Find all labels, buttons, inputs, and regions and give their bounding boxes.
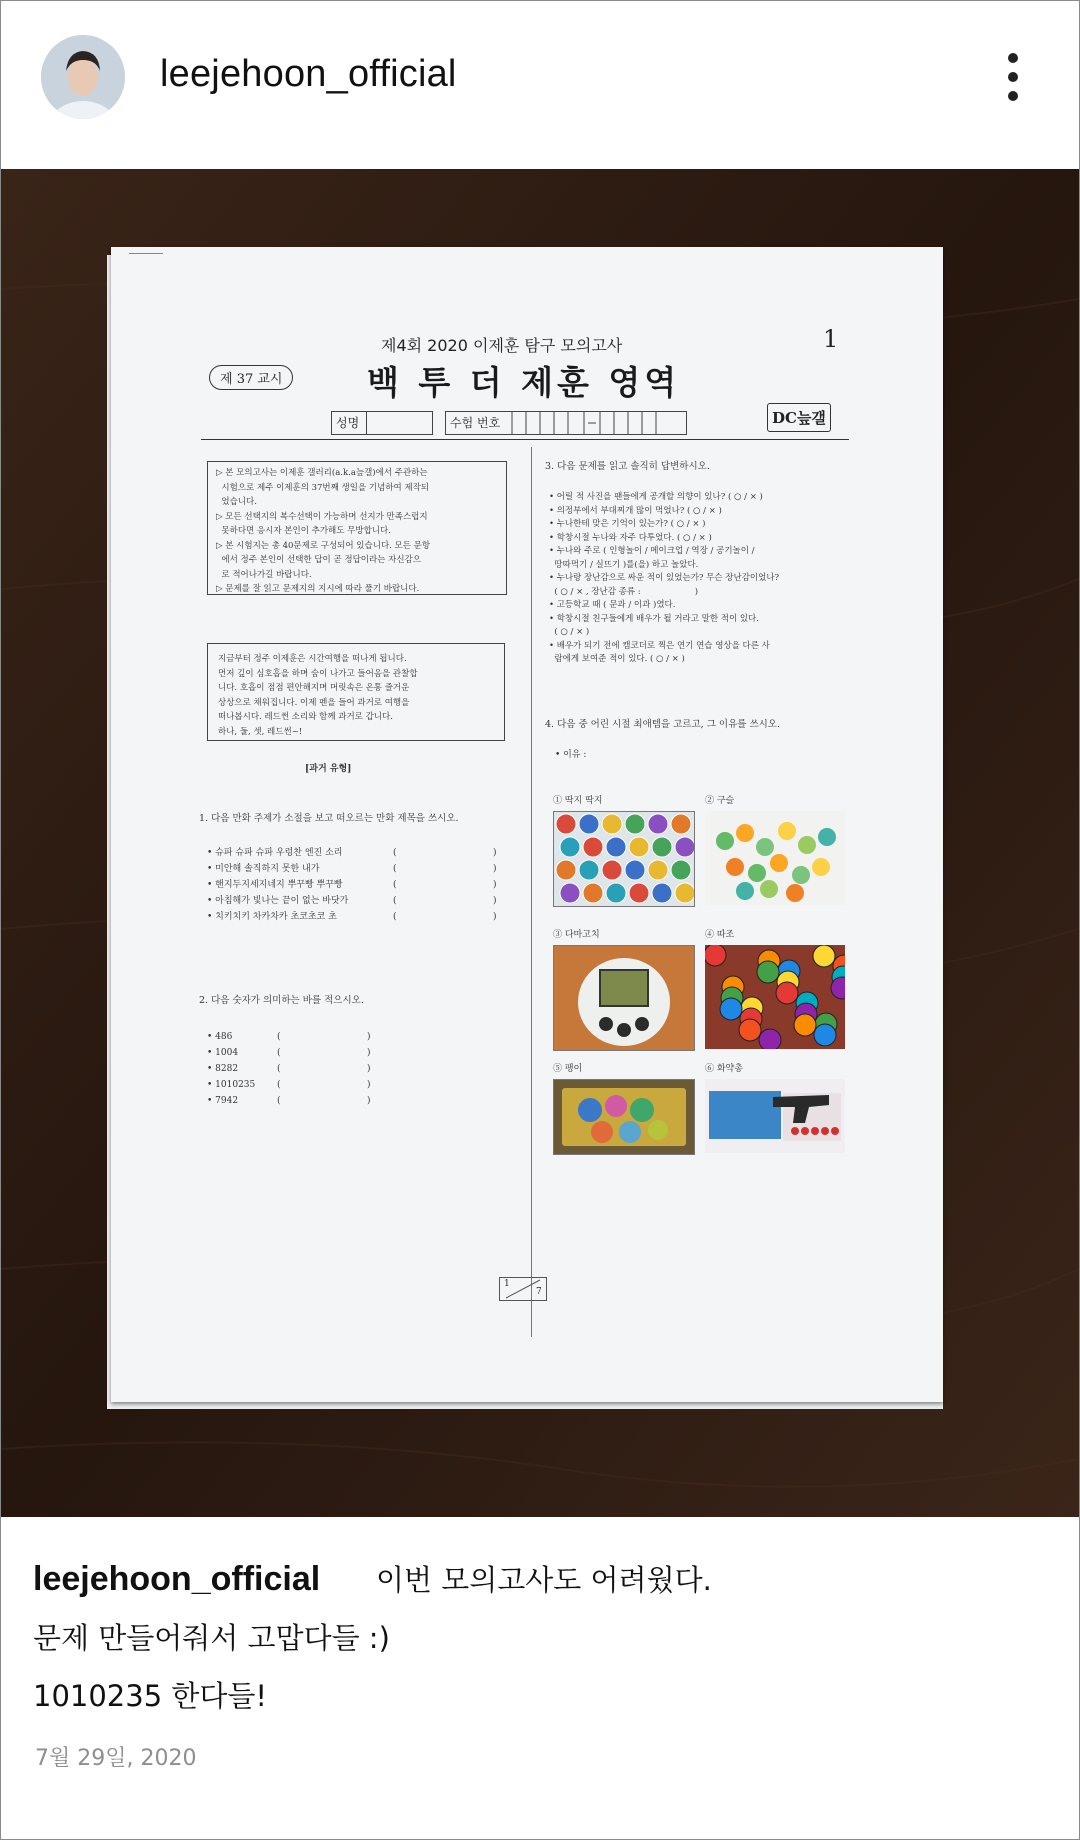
marble bbox=[786, 884, 804, 902]
option-2-label: ② 구슬 bbox=[705, 796, 735, 806]
marbles-image bbox=[705, 811, 845, 905]
marble bbox=[760, 880, 778, 898]
marble bbox=[792, 866, 810, 884]
marble bbox=[748, 864, 766, 882]
question-1-item-text: • 아침해가 빛나는 끝이 없는 바닷가 bbox=[207, 896, 349, 906]
question-1-items bbox=[207, 845, 507, 925]
question-1-item bbox=[207, 845, 507, 861]
ddakji-disc bbox=[675, 883, 694, 903]
question-2-item bbox=[207, 1077, 407, 1093]
caption-line-3: 1010235 한다들! bbox=[33, 1679, 268, 1713]
answer-paren-open: ( bbox=[393, 848, 397, 858]
post-photo[interactable] bbox=[1, 169, 1079, 1517]
question-4: 4. 다음 중 어린 시절 최애템을 고르고, 그 이유를 쓰시오. bbox=[545, 719, 780, 730]
tazo-disc bbox=[720, 998, 742, 1020]
answer-paren-open: ( bbox=[277, 1048, 281, 1058]
intro-box bbox=[207, 643, 505, 741]
ddakji-disc bbox=[625, 814, 645, 834]
exam-page-number: 1 bbox=[823, 325, 839, 353]
question-3-item: • 의정부에서 부대찌개 많이 먹었나? ( ○ / × ) bbox=[549, 505, 722, 516]
question-1-item-text: • 핸지두지세지네지 뿌꾸빵 뿌꾸빵 bbox=[207, 880, 343, 890]
question-2: 2. 다음 숫자가 의미하는 바를 적으시오. bbox=[199, 995, 364, 1006]
notice-line: 시험으로 제주 이제훈의 37번째 생일을 기념하여 제작되 bbox=[216, 482, 430, 493]
question-3-item: • 누나한테 맞은 기억이 있는가? ( ○ / × ) bbox=[549, 519, 706, 529]
answer-paren-open: ( bbox=[277, 1064, 281, 1074]
marble bbox=[770, 854, 788, 872]
intro-line: 먼저 깊이 심호흡을 하며 숨이 나가고 들어옴을 관찰합 bbox=[218, 668, 418, 679]
question-1-item-text: • 미안해 솔직하지 못한 내가 bbox=[207, 864, 320, 874]
tazo-disc bbox=[757, 961, 779, 983]
answer-paren-open: ( bbox=[277, 1096, 281, 1106]
ddakji-disc bbox=[583, 883, 603, 903]
ddakji-disc bbox=[652, 837, 672, 857]
tazo-image bbox=[705, 945, 845, 1049]
answer-paren-close: ) bbox=[493, 848, 497, 858]
ddakji-image bbox=[553, 811, 695, 907]
answer-paren-close: ) bbox=[493, 864, 497, 874]
tazo-disc bbox=[814, 1024, 836, 1046]
answer-paren-open: ( bbox=[393, 880, 397, 890]
answer-paren-open: ( bbox=[277, 1032, 281, 1042]
question-1-item bbox=[207, 861, 507, 877]
answer-paren-close: ) bbox=[493, 896, 497, 906]
cap-gun-art bbox=[705, 1079, 845, 1153]
question-2-item-text: • 1010235 bbox=[207, 1080, 256, 1090]
ddakji-disc bbox=[675, 837, 694, 857]
question-2-item bbox=[207, 1029, 407, 1045]
notice-line: ▷ 본 모의고사는 이제훈 갤러리(a.k.a늪갤)에서 주관하는 bbox=[216, 468, 428, 478]
tazo-disc bbox=[759, 1029, 781, 1049]
tazo-art bbox=[705, 945, 845, 1049]
ddakji-disc bbox=[579, 814, 599, 834]
question-3-item: 람에게 보여준 적이 있다. ( ○ / × ) bbox=[549, 654, 685, 664]
intro-line: 하나, 둘, 셋, 레드썬~! bbox=[218, 726, 303, 737]
avatar-photo bbox=[41, 35, 125, 119]
ddakji-disc bbox=[606, 883, 626, 903]
notice-line: 로 적어나가길 바랍니다. bbox=[216, 569, 312, 580]
intro-line: 니다. 호흡이 점점 편안해지며 머릿속은 온통 즐거운 bbox=[218, 683, 410, 693]
question-2-item-text: • 8282 bbox=[207, 1064, 239, 1074]
answer-paren-close: ) bbox=[367, 1064, 371, 1074]
question-3-item: ( ○ / × ) bbox=[549, 627, 590, 637]
marble bbox=[736, 824, 754, 842]
question-3-item: • 누나랑 장난감으로 싸운 적이 있었는가? 무슨 장난감이었나? bbox=[549, 573, 780, 583]
ddakji-disc bbox=[583, 837, 603, 857]
answer-paren-close: ) bbox=[367, 1032, 371, 1042]
question-3-item: • 배우가 되기 전에 캠코더로 찍은 연기 연습 영상을 다른 사 bbox=[549, 640, 770, 651]
header-rule bbox=[201, 439, 849, 440]
spinning-top-image bbox=[553, 1079, 695, 1155]
name-field bbox=[331, 411, 433, 435]
marble bbox=[736, 882, 754, 900]
caption-line-1: 이번 모의고사도 어려웠다. bbox=[376, 1563, 712, 1597]
notice-line: ▷ 모든 선택지의 복수선택이 가능하며 선지가 만족스럽지 bbox=[216, 511, 428, 522]
marbles-art bbox=[705, 811, 845, 905]
ddakji-disc bbox=[648, 814, 668, 834]
notice-line: ▷ 본 시험지는 총 40문제로 구성되어 있습니다. 모든 문항 bbox=[216, 540, 431, 551]
option-4-label: ④ 따조 bbox=[705, 930, 735, 940]
avatar[interactable] bbox=[41, 35, 125, 119]
exam-main-title: 백 투 더 제훈 영역 bbox=[367, 363, 681, 402]
exam-number-grid bbox=[446, 412, 686, 434]
question-3-item: • 누나와 주로 ( 인형놀이 / 메이크업 / 역장 / 공기놀이 / bbox=[549, 546, 755, 556]
footer-total: 7 bbox=[536, 1287, 542, 1297]
notice-line: ▷ 문제를 잘 읽고 문제지의 지시에 따라 풀기 바랍니다. bbox=[216, 584, 420, 594]
question-1-item bbox=[207, 877, 507, 893]
question-1-item-text: • 슈파 슈파 슈파 우렁찬 엔진 소리 bbox=[207, 848, 343, 858]
question-3-item: • 학창시절 친구들에게 배우가 될 거라고 말한 적이 있다. bbox=[549, 613, 759, 624]
more-options-icon[interactable] bbox=[1001, 51, 1025, 103]
tazo-disc bbox=[739, 1019, 761, 1041]
question-2-item-text: • 1004 bbox=[207, 1048, 239, 1058]
option-6-label: ⑥ 화약총 bbox=[705, 1064, 743, 1074]
cap-gun-image bbox=[705, 1079, 845, 1153]
dc-badge: DC늪갤 bbox=[767, 403, 831, 432]
tazo-disc bbox=[794, 1014, 816, 1036]
ddakji-disc bbox=[556, 860, 576, 880]
question-1: 1. 다음 만화 주제가 소절을 보고 떠오르는 만화 제목을 쓰시오. bbox=[199, 813, 459, 824]
answer-paren-close: ) bbox=[367, 1048, 371, 1058]
question-3-item: • 고등학교 때 ( 문과 / 이과 )였다. bbox=[549, 600, 676, 610]
exam-top-title: 제4회 2020 이제훈 탐구 모의고사 bbox=[381, 336, 623, 355]
notice-box bbox=[207, 461, 507, 595]
question-3-item: • 학창시절 누나와 자주 다투었다. ( ○ / × ) bbox=[549, 532, 712, 543]
post-date: 7월 29일, 2020 bbox=[35, 1746, 197, 1771]
option-1-label: ① 딱지 딱지 bbox=[553, 796, 603, 806]
question-3: 3. 다음 문제를 읽고 솔직히 답변하시오. bbox=[545, 461, 710, 472]
marble bbox=[778, 822, 796, 840]
notice-line: 못하다면 응시자 본인이 추가해도 무방합니다. bbox=[216, 526, 391, 536]
ddakji-disc bbox=[629, 883, 649, 903]
marble bbox=[812, 858, 830, 876]
question-1-item bbox=[207, 909, 507, 925]
answer-paren-close: ) bbox=[493, 912, 497, 922]
answer-paren-open: ( bbox=[393, 912, 397, 922]
question-2-item-text: • 7942 bbox=[207, 1096, 239, 1106]
ddakji-disc bbox=[602, 860, 622, 880]
option-3-label: ③ 다마고치 bbox=[553, 930, 600, 940]
intro-line: 떠나봅시다. 레드썬 소리와 함께 과거로 갑니다. bbox=[218, 712, 393, 722]
tazo-disc bbox=[705, 945, 726, 966]
ddakji-disc bbox=[671, 860, 691, 880]
option-5-label: ⑤ 팽이 bbox=[553, 1064, 583, 1074]
ddakji-disc bbox=[652, 883, 672, 903]
tazo-disc bbox=[813, 945, 835, 967]
ddakji-disc bbox=[629, 837, 649, 857]
question-2-item bbox=[207, 1045, 407, 1061]
page-footer-box bbox=[499, 1277, 547, 1301]
session-badge: 제 37 교시 bbox=[209, 365, 293, 390]
staple-mark bbox=[129, 253, 163, 254]
section-label: [과거 유형] bbox=[305, 764, 352, 774]
ddakji-disc bbox=[648, 860, 668, 880]
intro-line: 지금부터 정주 이제훈은 시간여행을 떠나게 됩니다. bbox=[218, 654, 407, 664]
post-author-username[interactable]: leejehoon_official bbox=[160, 53, 457, 95]
question-3-items bbox=[549, 491, 849, 667]
question-1-item bbox=[207, 893, 507, 909]
question-2-item-text: • 486 bbox=[207, 1032, 233, 1042]
question-1-item-text: • 치키치키 차카차카 초코초코 초 bbox=[207, 912, 337, 922]
question-2-items bbox=[207, 1029, 407, 1109]
question-3-item: • 어릴 적 사진을 팬들에게 공개할 의향이 있나? ( ○ / × ) bbox=[549, 492, 763, 502]
question-3-item: ( ○ / × , 장난감 종류 : ) bbox=[549, 586, 699, 597]
footer-page: 1 bbox=[504, 1279, 510, 1289]
ddakji-disc bbox=[560, 837, 580, 857]
marble bbox=[716, 832, 734, 850]
question-2-item bbox=[207, 1093, 407, 1109]
tamagotchi-image bbox=[553, 945, 695, 1051]
marble bbox=[818, 828, 836, 846]
notice-line: 에서 정주 본인이 선택한 답이 곧 정답이라는 자신감으 bbox=[216, 555, 421, 565]
ddakji-disc bbox=[625, 860, 645, 880]
ddakji-disc bbox=[606, 837, 626, 857]
answer-paren-close: ) bbox=[367, 1080, 371, 1090]
tamagotchi-art bbox=[554, 946, 694, 1050]
marble bbox=[726, 858, 744, 876]
answer-paren-open: ( bbox=[277, 1080, 281, 1090]
tazo-disc bbox=[776, 982, 798, 1004]
question-3-item: 땅따먹기 / 실뜨기 )를(을) 하고 놀았다. bbox=[549, 559, 699, 570]
ddakji-disc bbox=[579, 860, 599, 880]
post-header bbox=[1, 1, 1079, 168]
exam-number-label: 수험 번호 bbox=[450, 416, 501, 430]
ddakji-disc bbox=[671, 814, 691, 834]
intro-line: 상상으로 채워집니다. 이제 펜을 들어 과거로 여행을 bbox=[218, 697, 410, 708]
answer-paren-close: ) bbox=[367, 1096, 371, 1106]
ddakji-disc bbox=[560, 883, 580, 903]
spinning-top-art bbox=[554, 1080, 694, 1154]
question-4-reason: • 이유 : bbox=[555, 750, 587, 760]
answer-paren-open: ( bbox=[393, 896, 397, 906]
exam-paper bbox=[111, 247, 943, 1402]
caption-line-2: 문제 만들어줘서 고맙다들 :) bbox=[33, 1621, 390, 1655]
question-2-item bbox=[207, 1061, 407, 1077]
answer-paren-open: ( bbox=[393, 864, 397, 874]
marble bbox=[756, 838, 774, 856]
caption-username[interactable]: leejehoon_official bbox=[33, 1560, 321, 1598]
answer-paren-close: ) bbox=[493, 880, 497, 890]
column-divider bbox=[531, 447, 532, 1337]
notice-line: 었습니다. bbox=[216, 497, 257, 507]
name-label: 성명 bbox=[336, 416, 360, 430]
marble bbox=[798, 836, 816, 854]
exam-number-field bbox=[445, 411, 687, 435]
ddakji-disc bbox=[602, 814, 622, 834]
ddakji-disc bbox=[556, 814, 576, 834]
ddakji-art bbox=[554, 812, 694, 906]
